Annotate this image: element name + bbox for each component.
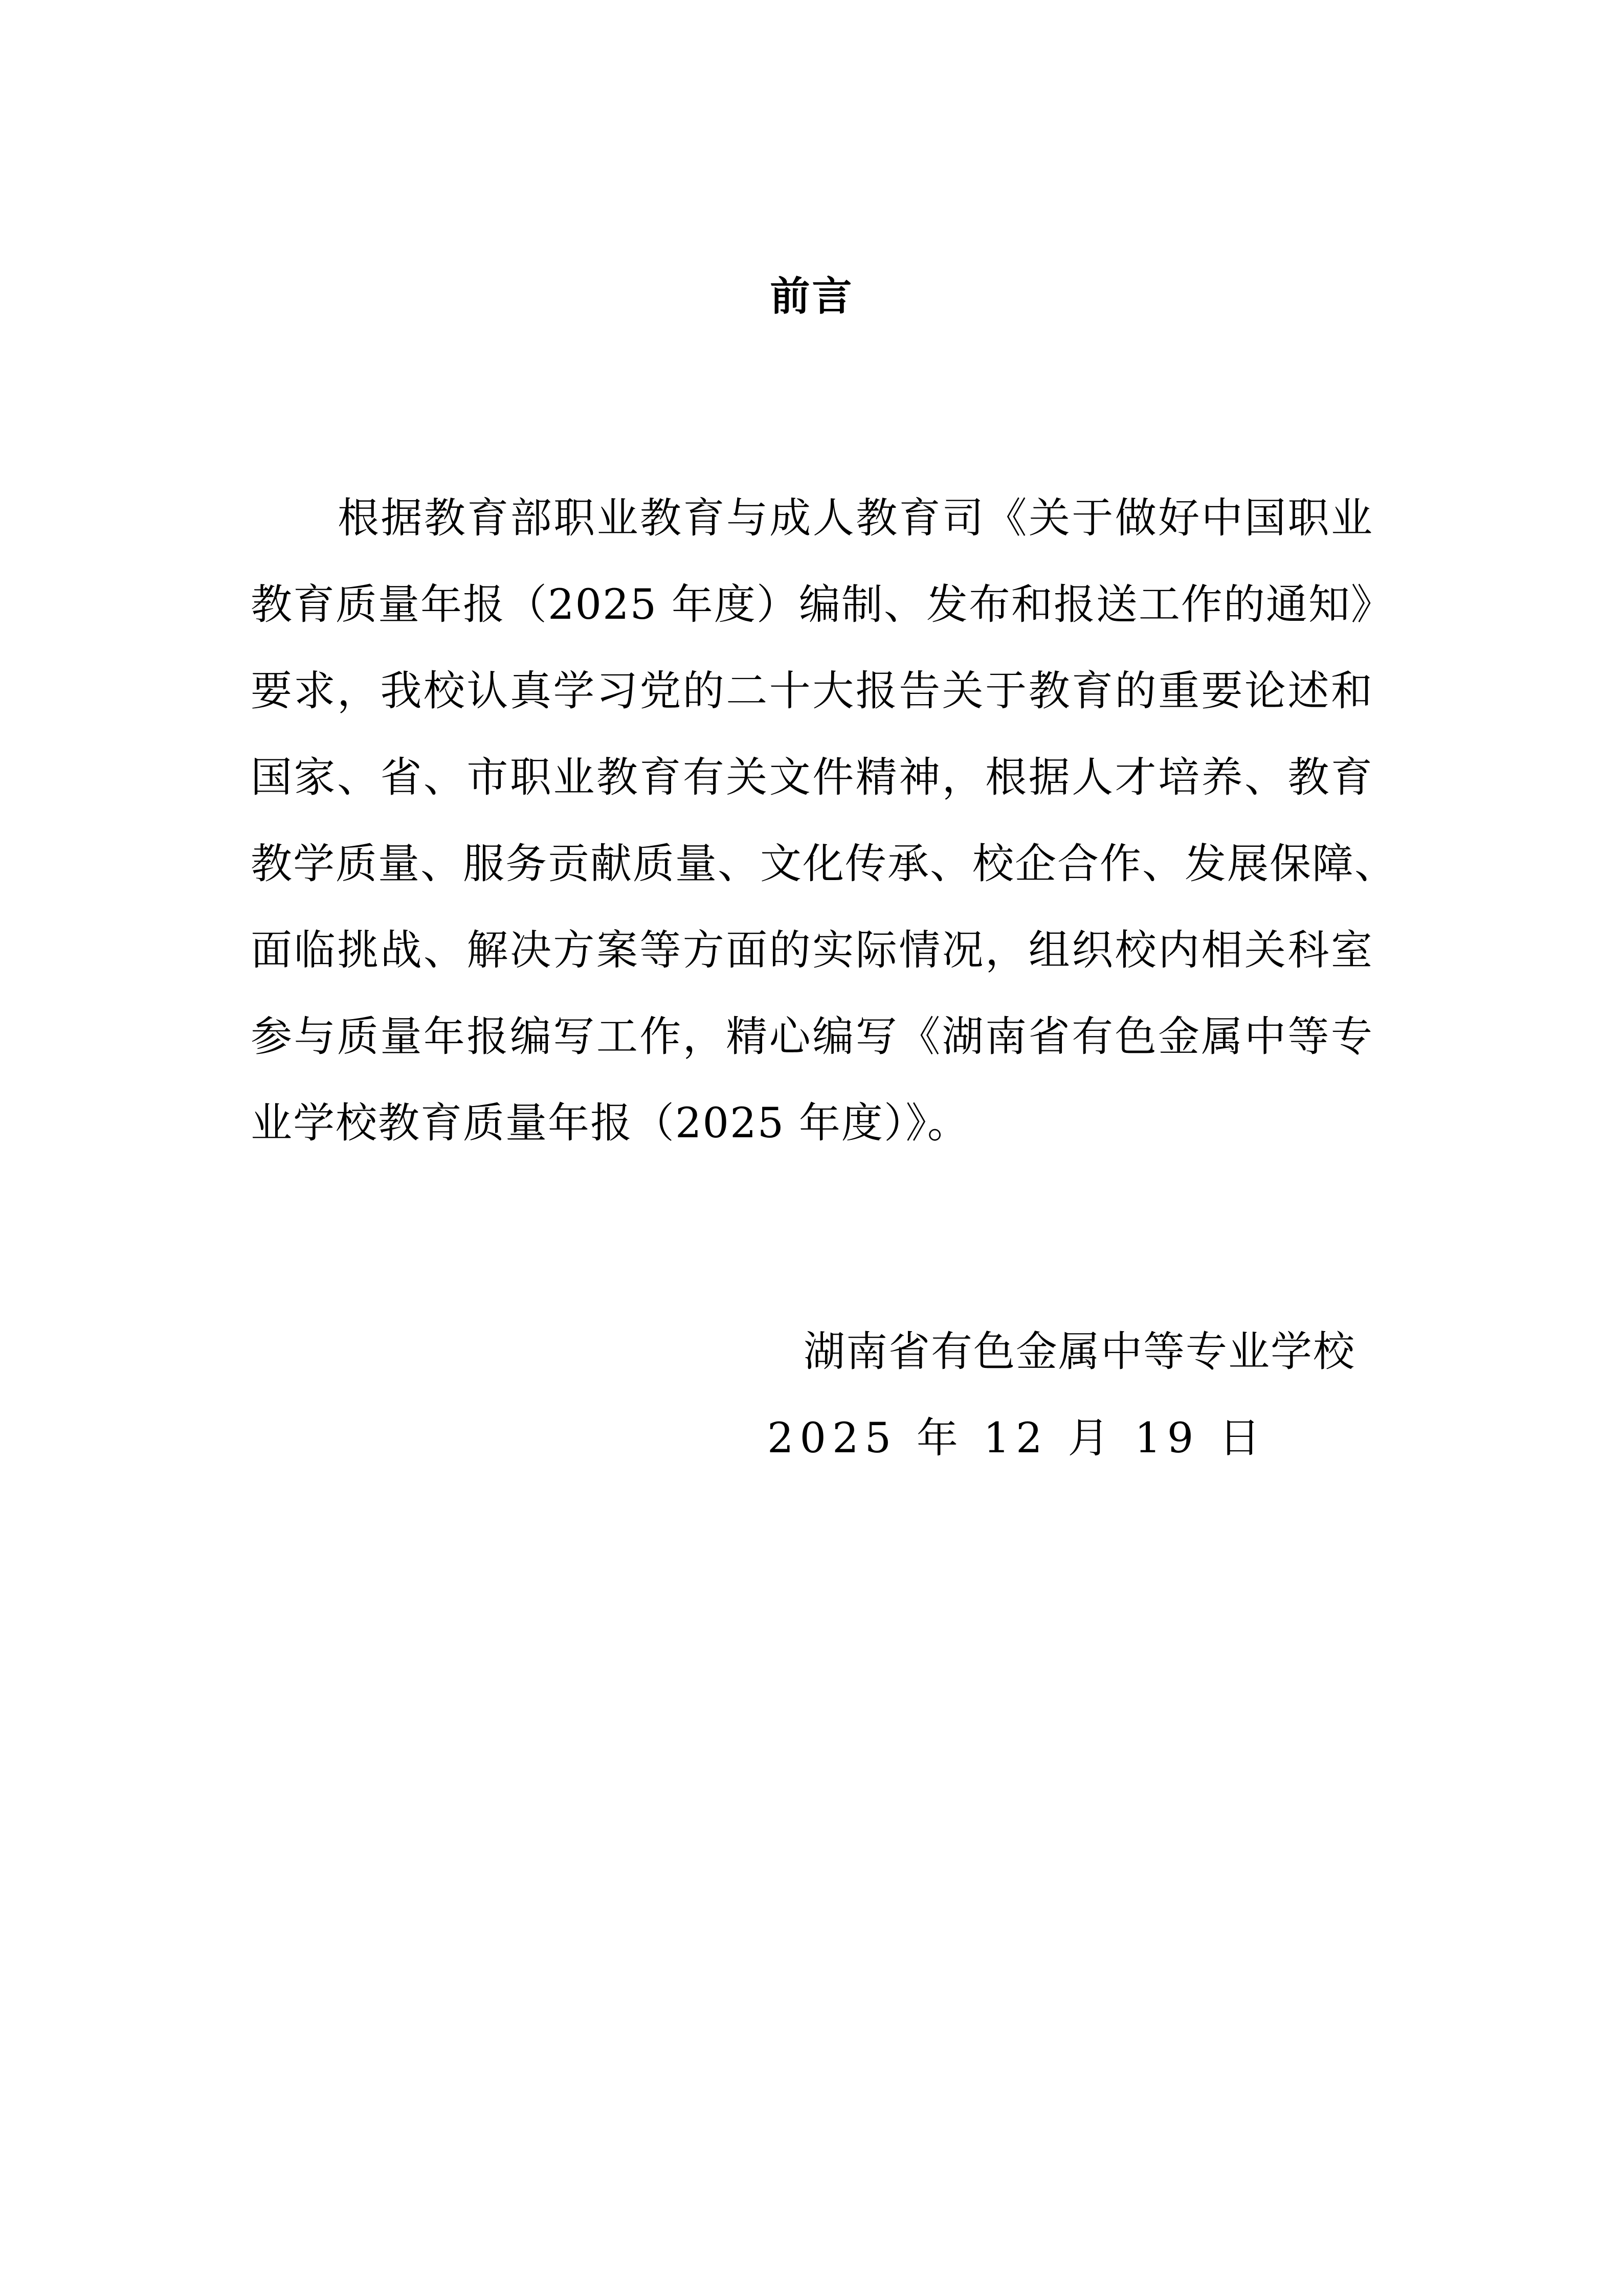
signature-date: 2025 年 12 月 19 日 [767, 1414, 1267, 1462]
signature-block [767, 1309, 1355, 1482]
paragraph-line: 业学校教育质量年报（2025 年度）》。 [251, 1099, 970, 1147]
body-paragraph [251, 476, 1397, 1167]
paragraph-line: 国家、省、市职业教育有关文件精神，根据人才培养、教育 [251, 754, 1373, 802]
paragraph-line: 面临挑战、解决方案等方面的实际情况，组织校内相关科室 [251, 927, 1373, 975]
paragraph-line: 参与质量年报编写工作，精心编写《湖南省有色金属中等专 [251, 1013, 1373, 1061]
paragraph-line: 要求，我校认真学习党的二十大报告关于教育的重要论述和 [251, 667, 1373, 715]
signature-school-name: 湖南省有色金属中等专业学校 [803, 1328, 1355, 1376]
paragraph-line: 教育质量年报（2025 年度）编制、发布和报送工作的通知》 [251, 581, 1393, 629]
page-title: 前言 [770, 274, 854, 320]
paragraph-line: 教学质量、服务贡献质量、文化传承、校企合作、发展保障、 [251, 840, 1397, 888]
paragraph-line: 根据教育部职业教育与成人教育司《关于做好中国职业 [338, 494, 1373, 543]
